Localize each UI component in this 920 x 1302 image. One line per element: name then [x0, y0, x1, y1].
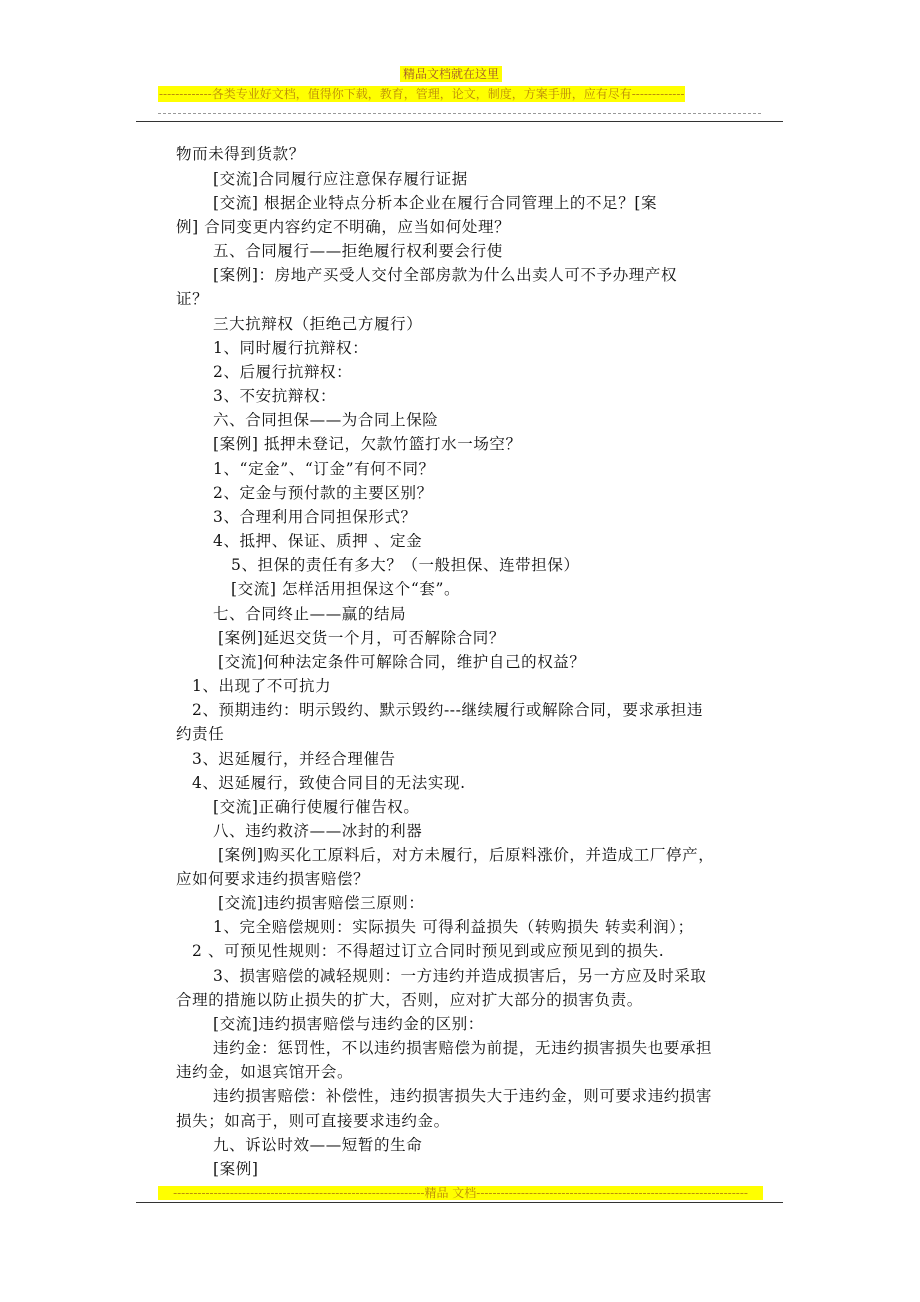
list-item: 3、合理利用合同担保形式？: [213, 508, 417, 526]
text-line: 损失；如高于，则可直接要求违约金。: [176, 1112, 450, 1130]
text-line: [案例]延迟交货一个月，可否解除合同？: [218, 629, 505, 647]
text-line: [交流] 根据企业特点分析本企业在履行合同管理上的不足？[案: [213, 194, 658, 212]
section-heading: 九、诉讼时效——短暂的生命: [213, 1136, 423, 1154]
text-line: [案例]购买化工原料后，对方未履行，后原料涨价，并造成工厂停产，: [218, 846, 715, 864]
text-line: [案例]：房地产买受人交付全部房款为什么出卖人可不予办理产权: [213, 266, 678, 284]
text-line: [交流]合同履行应注意保存履行证据: [213, 170, 468, 188]
list-item: 3、损害赔偿的减轻规则：一方违约并造成损害后，另一方应及时采取: [213, 967, 707, 985]
text-line: 物而未得到货款？: [176, 145, 305, 163]
list-item: 1、完全赔偿规则：实际损失 可得利益损失（转购损失 转卖利润）；: [213, 918, 694, 936]
text-line: [交流]违约损害赔偿三原则：: [218, 894, 425, 912]
text-line: [交流]正确行使履行催告权。: [213, 798, 420, 816]
text-line: 三大抗辩权（拒绝己方履行）: [213, 315, 423, 333]
text-line: 违约损害赔偿：补偿性，违约损害损失大于违约金，则可要求违约损害: [213, 1087, 713, 1105]
list-item: 1、“定金”、“订金”有何不同？: [213, 460, 435, 478]
text-line: [交流] 怎样活用担保这个“套”。: [231, 580, 461, 598]
section-heading: 五、合同履行——拒绝履行权利要会行使: [213, 242, 503, 260]
footer-banner: --------------------------------------------------------------精品 文档-------------------------------------------------------------------: [158, 1186, 763, 1200]
section-heading: 六、合同担保——为合同上保险: [213, 411, 439, 429]
text-line: [案例]: [213, 1160, 259, 1178]
header-rule: [136, 121, 783, 122]
text-line: 违约金：惩罚性，不以违约损害赔偿为前提，无违约损害损失也要承担: [213, 1039, 713, 1057]
header-title: 精品文档就在这里: [400, 66, 502, 82]
list-item: 4、迟延履行，致使合同目的无法实现.: [192, 774, 466, 792]
list-item: 2、后履行抗辩权：: [213, 363, 353, 381]
section-heading: 七、合同终止——赢的结局: [213, 605, 407, 623]
text-line: [交流]何种法定条件可解除合同，维护自己的权益？: [218, 653, 586, 671]
header-dashed-divider: [158, 103, 761, 114]
text-line: 应如何要求违约损害赔偿？: [176, 870, 370, 888]
text-line: 合理的措施以防止损失的扩大，否则，应对扩大部分的损害负责。: [176, 991, 643, 1009]
list-item: 2、预期违约：明示毁约、默示毁约---继续履行或解除合同，要求承担违: [192, 701, 703, 719]
text-line: 约责任: [176, 725, 225, 743]
list-item: 3、不安抗辩权：: [213, 387, 337, 405]
list-item: 1、同时履行抗辩权：: [213, 339, 369, 357]
header-banner: -------------各类专业好文档，值得你下载，教育，管理，论文，制度，方案手册，应有尽有-------------: [159, 87, 685, 101]
text-line: [案例] 抵押未登记，欠款竹篮打水一场空？: [213, 435, 522, 453]
list-item: 5、担保的责任有多大？（一般担保、连带担保）: [231, 556, 580, 574]
list-item: 2、定金与预付款的主要区别？: [213, 484, 433, 502]
list-item: 2 、可预见性规则：不得超过订立合同时预见到或应预见到的损失.: [192, 942, 665, 960]
footer-rule: [136, 1202, 783, 1203]
list-item: 4、抵押、保证、质押 、定金: [213, 532, 423, 550]
section-heading: 八、违约救济——冰封的利器: [213, 822, 423, 840]
text-line: [交流]违约损害赔偿与违约金的区别：: [213, 1015, 484, 1033]
text-line: 违约金，如退宾馆开会。: [176, 1063, 354, 1081]
text-line: 例] 合同变更内容约定不明确，应当如何处理？: [176, 218, 511, 236]
text-line: 证？: [176, 290, 209, 308]
list-item: 1、出现了不可抗力: [192, 677, 332, 695]
list-item: 3、迟延履行，并经合理催告: [192, 750, 396, 768]
